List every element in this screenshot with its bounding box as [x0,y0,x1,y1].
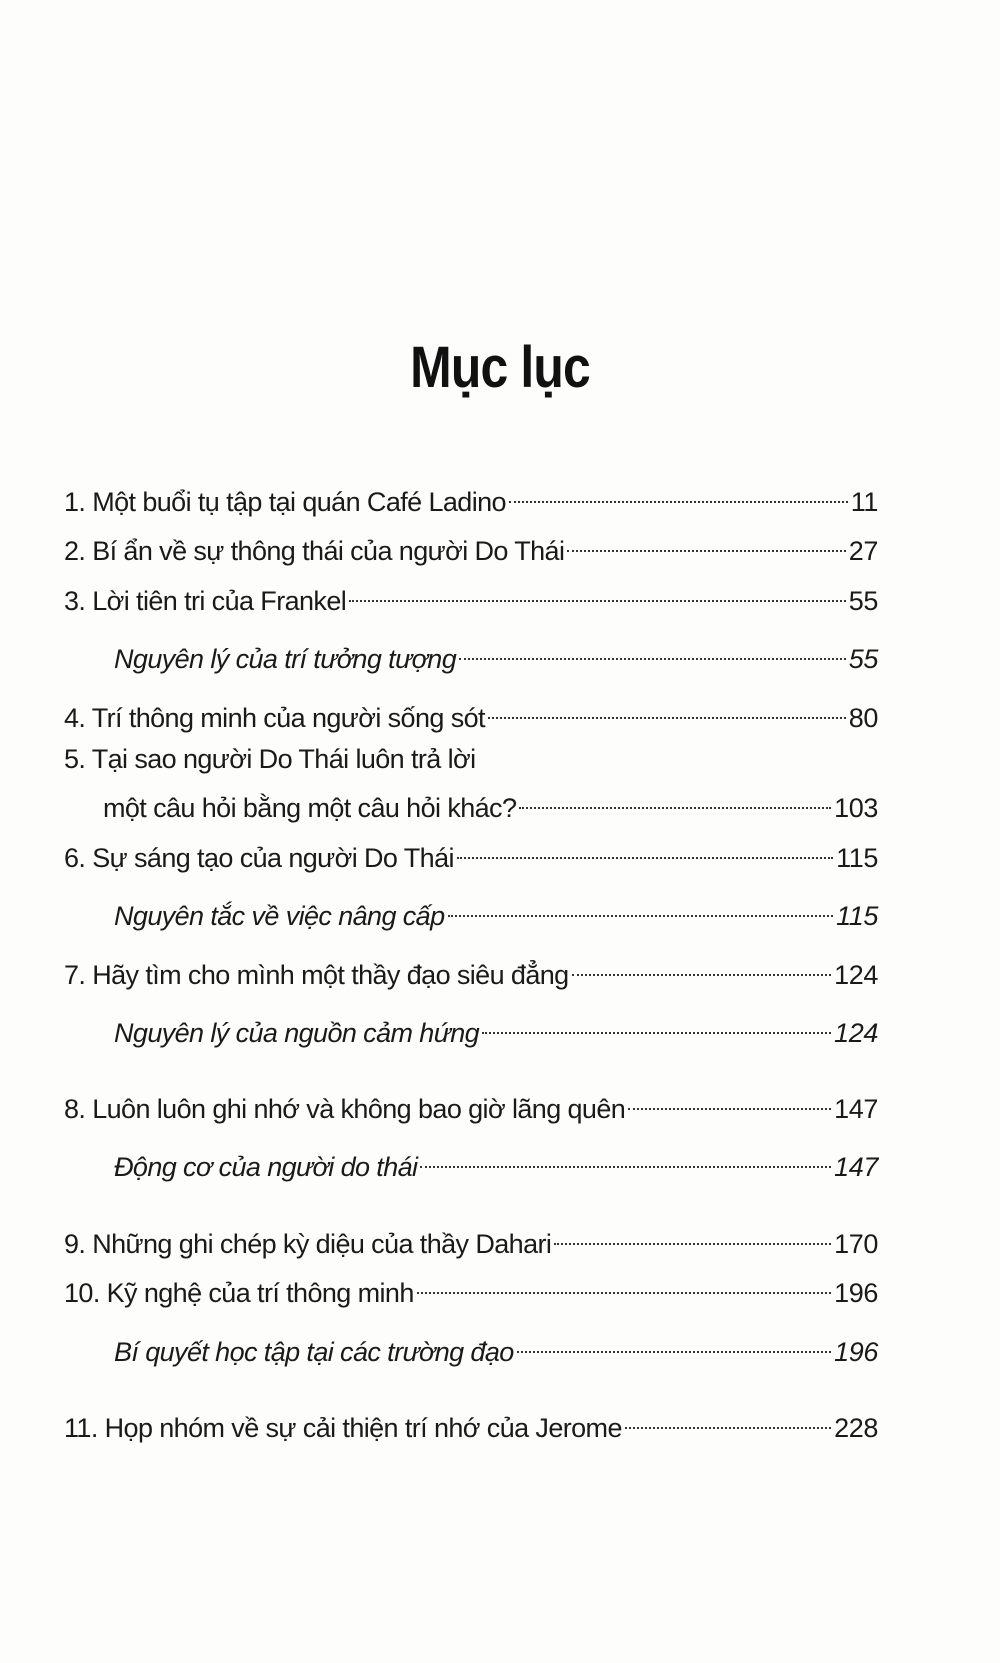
dot-leader [349,576,846,610]
dot-leader [459,634,846,668]
toc-entry-title: 8. Luôn luôn ghi nhớ và không bao giờ lãng quên [64,1094,626,1124]
toc-entry [64,1084,878,1126]
dot-leader [572,950,832,984]
dot-leader [482,1008,831,1042]
toc-subentry [114,634,878,676]
dot-leader [628,1084,831,1118]
toc-page-number: 196 [834,1337,878,1367]
toc-entry [64,526,878,568]
toc-page-number: 196 [834,1278,878,1308]
toc-page-number: 55 [848,586,878,616]
toc-subentry [114,1008,878,1050]
toc-entry [64,742,878,776]
page-title: Mục lục [410,335,590,400]
toc-page-number: 80 [848,703,878,733]
toc-entry-title: Bí quyết học tập tại các trường đạo [114,1337,514,1367]
toc-entry [64,1219,878,1261]
toc-entry-title: 7. Hãy tìm cho mình một thầy đạo siêu đẳng [64,960,569,990]
toc-subentry [114,1327,878,1369]
toc-entry [64,576,878,618]
toc-entry [64,1403,878,1445]
dot-leader [457,833,833,867]
toc-page-number: 147 [834,1094,878,1124]
toc-entry-title: 2. Bí ẩn về sự thông thái của người Do Thái [64,536,565,566]
toc-entry [64,693,878,735]
toc-page-number: 27 [848,536,878,566]
toc-entry-title: 10. Kỹ nghệ của trí thông minh [64,1278,414,1308]
toc-entry-title: 11. Họp nhóm về sự cải thiện trí nhớ của Jerome [64,1413,622,1443]
toc-page-number: 115 [836,901,878,931]
toc-page-number: 124 [834,1018,878,1048]
dot-leader [448,891,834,925]
dot-leader [420,1142,831,1176]
toc-subentry [114,1142,878,1184]
toc-entry-title: 4. Trí thông minh của người sống sót [64,703,485,733]
toc-entry-title: Nguyên lý của trí tưởng tượng [114,644,457,674]
toc-page-number: 170 [834,1229,878,1259]
dot-leader [509,477,848,511]
toc-page-number: 115 [836,843,878,873]
dot-leader [625,1403,831,1437]
toc-page-number: 11 [850,487,878,517]
toc-entry-title: một câu hỏi bằng một câu hỏi khác? [103,793,517,823]
toc-page-number: 228 [834,1413,878,1443]
toc-entry-title: Nguyên tắc về việc nâng cấp [114,901,445,931]
toc-entry [64,1268,878,1310]
toc-page-number: 55 [848,644,878,674]
dot-leader [554,1219,831,1253]
dot-leader [488,693,846,727]
toc-subentry [114,891,878,933]
toc-entry [64,833,878,875]
dot-leader [567,526,845,560]
toc-entry [64,950,878,992]
toc-entry-title: 3. Lời tiên tri của Frankel [64,586,347,616]
toc-entry-title: 6. Sự sáng tạo của người Do Thái [64,843,454,873]
dot-leader [417,1268,831,1302]
toc-page-number: 147 [834,1152,878,1182]
toc-entry-title: 5. Tại sao người Do Thái luôn trả lời [64,744,476,774]
toc-entry-title: Động cơ của người do thái [114,1152,418,1182]
toc-entry-title: 9. Những ghi chép kỳ diệu của thầy Dahari [64,1229,552,1259]
toc-entry-title: 1. Một buổi tụ tập tại quán Café Ladino [64,487,506,517]
toc-page-number: 124 [834,960,878,990]
dot-leader [519,783,831,817]
toc-entry [64,477,878,519]
dot-leader [517,1327,831,1361]
toc-entry [103,783,878,825]
toc-entry-title: Nguyên lý của nguồn cảm hứng [114,1018,480,1048]
toc-page-number: 103 [834,793,878,823]
